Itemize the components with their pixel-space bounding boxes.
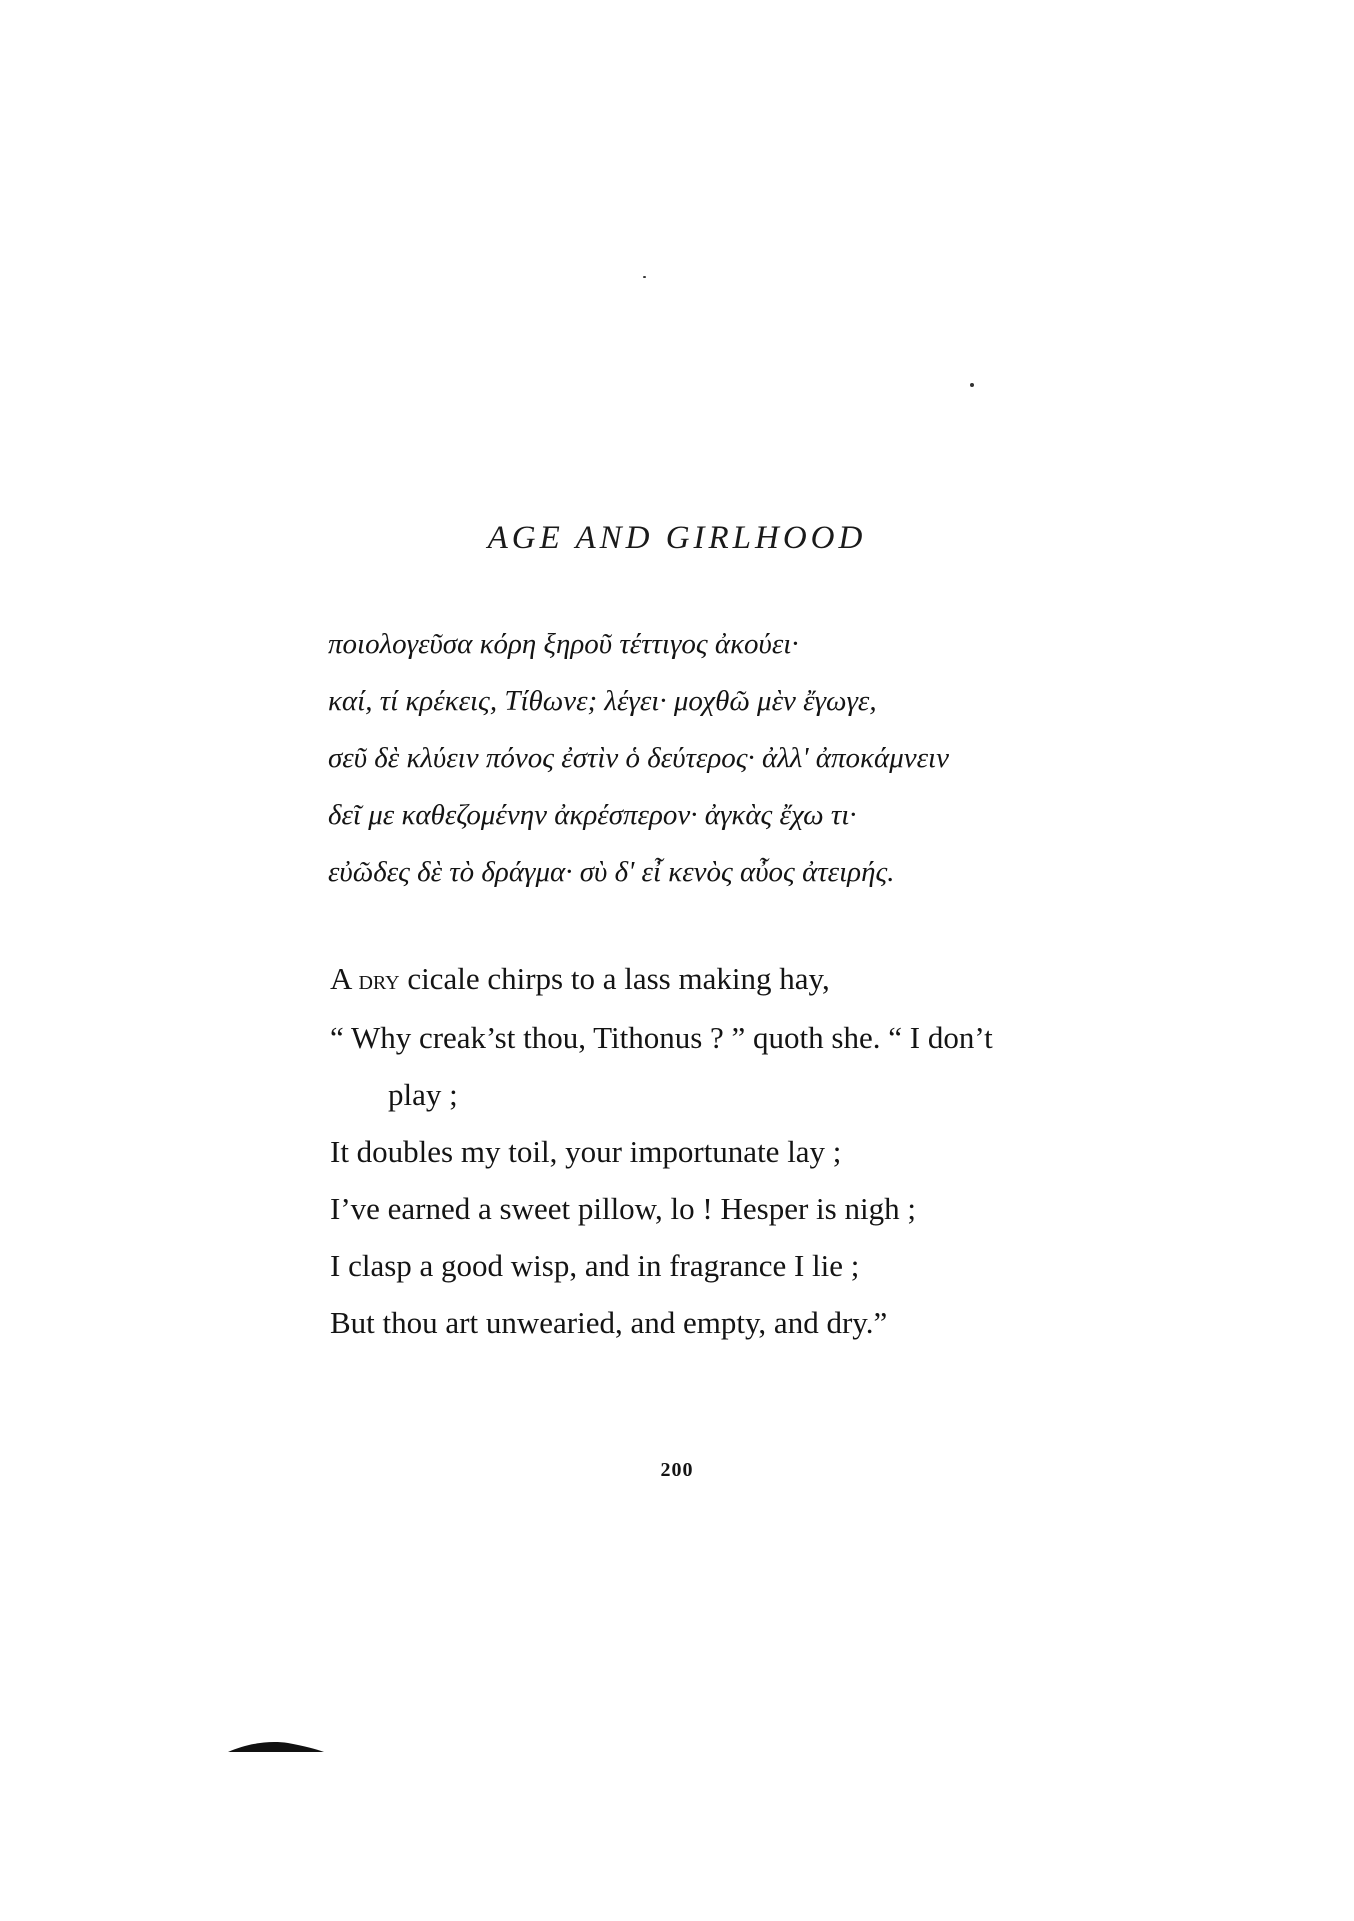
greek-line: εὐῶδες δὲ τὸ δράγμα· σὺ δ' εἶ κενὸς αὖος ἀτειρής. bbox=[328, 856, 895, 888]
translation-line: “ Why creak’st thou, Tithonus ? ” quoth she. “ I don’t bbox=[330, 1020, 993, 1055]
translation-line: It doubles my toil, your importunate lay ; bbox=[330, 1134, 842, 1169]
greek-line: δεῖ με καθεζομένην ἀκρέσπερον· ἀγκὰς ἔχω τι· bbox=[328, 799, 857, 831]
greek-line: καί, τί κρέκεις, Τίθωνε; λέγει· μοχθῶ μὲν ἔγωγε, bbox=[328, 685, 877, 717]
translation-line bbox=[330, 950, 1090, 1009]
smallcaps-word: dry bbox=[358, 964, 400, 996]
poem-title: AGE AND GIRLHOOD bbox=[487, 520, 867, 556]
greek-line: σεῦ δὲ κλύειν πόνος ἐστὶν ὁ δεύτερος· ἀλλ' ἀποκάμνειν bbox=[328, 742, 949, 774]
translation-line-continuation: play ; bbox=[388, 1077, 458, 1112]
english-translation bbox=[330, 950, 1090, 1351]
translation-line: But thou art unwearied, and empty, and dry.” bbox=[330, 1305, 888, 1340]
translation-line: I’ve earned a sweet pillow, lo ! Hesper is nigh ; bbox=[330, 1191, 916, 1226]
ink-speck bbox=[643, 276, 646, 278]
first-word: A bbox=[330, 961, 351, 996]
page-number: 200 bbox=[660, 1459, 694, 1481]
ink-speck bbox=[970, 383, 974, 387]
greek-line: ποιολογεῦσα κόρη ξηροῦ τέττιγος ἀκούει· bbox=[328, 628, 799, 660]
scan-thumb-mark bbox=[228, 1738, 324, 1754]
first-line-rest: cicale chirps to a lass making hay, bbox=[399, 961, 830, 996]
translation-line: I clasp a good wisp, and in fragrance I lie ; bbox=[330, 1248, 860, 1283]
greek-original-text bbox=[328, 616, 1088, 901]
